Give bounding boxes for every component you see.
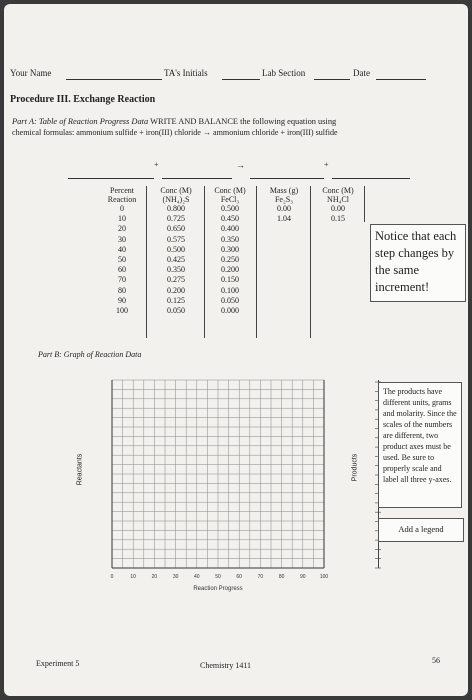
x-tick-label: 70 xyxy=(257,574,264,580)
table-cell: 0.000 xyxy=(221,306,239,316)
ta-initials-label: TA's Initials xyxy=(164,68,208,78)
table-column-fecl3 xyxy=(206,186,254,316)
procedure-title: Procedure III. Exchange Reaction xyxy=(10,94,156,105)
x-tick-label: 50 xyxy=(215,574,221,580)
x-tick-label: 100 xyxy=(319,574,329,580)
table-cell: 70 xyxy=(118,275,126,285)
table-column-nh4-2s xyxy=(150,186,202,316)
equation-plus-2: + xyxy=(324,160,329,169)
table-cell: 0.275 xyxy=(167,275,185,285)
table-cell: 0.200 xyxy=(167,285,185,295)
part-a-heading: Part A: Table of Reaction Progress Data xyxy=(12,117,149,126)
x-tick-label: 20 xyxy=(151,574,158,580)
table-divider-4 xyxy=(310,186,311,338)
table-header-cell: Conc (M) xyxy=(214,186,246,195)
table-cell: 0.050 xyxy=(221,295,239,305)
equation-blank-2[interactable] xyxy=(162,178,232,179)
table-cell: 10 xyxy=(118,214,126,224)
worksheet-page xyxy=(4,4,468,696)
table-cell: 0.250 xyxy=(221,255,239,265)
add-legend-box: Add a legend xyxy=(378,518,464,542)
table-divider-1 xyxy=(146,186,147,338)
table-cell: 90 xyxy=(118,295,126,305)
table-header-cell: Mass (g) xyxy=(269,186,299,195)
table-column-percent xyxy=(100,186,144,316)
equation-blank-1[interactable] xyxy=(68,178,154,179)
equation-plus-1: + xyxy=(154,160,159,169)
products-note-callout: The products have different units, grams and molarity. Since the scales of the numbers are different, two product axes must be used. Be sure to properly scale and label all three y-axes. xyxy=(378,382,462,508)
table-header-cell: NH₄Cl xyxy=(327,195,349,204)
table-cell: 0.500 xyxy=(221,204,239,213)
table-cell: 0.200 xyxy=(221,265,239,275)
table-cell: 0.350 xyxy=(167,265,185,275)
table-cell: 0.425 xyxy=(167,255,185,265)
table-cell: 100 xyxy=(116,306,128,316)
table-header-cell: Percent xyxy=(110,186,134,195)
table-cell: 50 xyxy=(118,255,126,265)
left-axis-label-reactants: Reactants xyxy=(76,453,84,486)
table-cell: 0.150 xyxy=(221,275,239,285)
table-divider-2 xyxy=(204,186,205,338)
table-header-cell: Reaction xyxy=(107,195,137,204)
table-header-cell: Conc (M) xyxy=(322,186,354,195)
footer-experiment: Experiment 5 xyxy=(36,659,80,668)
table-cell: 30 xyxy=(118,234,126,244)
equation-blank-4[interactable] xyxy=(332,178,410,179)
table-cell: 0.725 xyxy=(167,214,185,224)
table-divider-5 xyxy=(364,186,365,222)
table-cell: 0.400 xyxy=(221,224,239,234)
table-cell: 0.300 xyxy=(221,244,239,254)
your-name-blank[interactable] xyxy=(66,79,162,80)
table-cell: 1.04 xyxy=(277,214,291,224)
table-cell: 0.125 xyxy=(167,295,185,305)
table-column-nh4cl xyxy=(314,186,362,224)
table-divider-3 xyxy=(256,186,257,338)
date-blank[interactable] xyxy=(376,79,426,80)
table-header-cell: Fe₂S₃ xyxy=(274,195,294,204)
table-cell: 0.500 xyxy=(167,244,185,254)
table-cell: 0.00 xyxy=(331,204,345,213)
table-cell: 80 xyxy=(118,285,126,295)
notice-callout: Notice that each step changes by the same increment! xyxy=(370,224,466,302)
table-cell: 0.00 xyxy=(277,204,291,213)
table-cell: 0.575 xyxy=(167,234,185,244)
table-cell: 0.350 xyxy=(221,234,239,244)
equation-blank-3[interactable] xyxy=(250,178,324,179)
date-label: Date xyxy=(353,68,370,78)
footer-page-number: 56 xyxy=(432,656,440,665)
lab-section-label: Lab Section xyxy=(262,68,306,78)
x-tick-label: 30 xyxy=(172,574,179,580)
table-cell: 0.650 xyxy=(167,224,185,234)
table-header-cell: (NH₄)₂S xyxy=(162,195,190,204)
table-cell: 0.15 xyxy=(331,214,345,224)
equation-arrow: → xyxy=(236,160,245,170)
graph-grid xyxy=(112,380,324,568)
table-cell: 0.800 xyxy=(167,204,185,213)
x-tick-label: 0 xyxy=(110,574,114,580)
reaction-graph[interactable] xyxy=(84,376,346,598)
x-tick-labels xyxy=(111,574,329,580)
x-axis-label: Reaction Progress xyxy=(193,586,243,592)
right-axis-label-products: Products xyxy=(351,453,359,482)
x-tick-label: 10 xyxy=(130,574,136,580)
table-cell: 0 xyxy=(120,204,124,213)
part-a-instruction-line1 xyxy=(12,117,336,126)
table-header-cell: FeCl₃ xyxy=(220,195,240,204)
x-tick-label: 60 xyxy=(236,574,242,580)
your-name-label: Your Name xyxy=(10,68,52,78)
part-b-heading: Part B: Graph of Reaction Data xyxy=(38,350,142,359)
x-tick-label: 90 xyxy=(300,574,306,580)
table-column-fe2s3 xyxy=(260,186,308,224)
x-tick-label: 80 xyxy=(278,574,285,580)
table-cell: 60 xyxy=(118,265,126,275)
x-tick-label: 40 xyxy=(194,574,200,580)
part-a-instruction-line2: chemical formulas: ammonium sulfide + iron(III) chloride → ammonium chloride + iron(III) sulfide xyxy=(12,128,338,137)
part-a-instruction-text: WRITE AND BALANCE the following equation using xyxy=(148,117,337,126)
table-cell: 20 xyxy=(118,224,126,234)
footer-course: Chemistry 1411 xyxy=(200,661,252,670)
table-cell: 40 xyxy=(118,244,126,254)
table-cell: 0.100 xyxy=(221,285,239,295)
table-cell: 0.050 xyxy=(167,306,185,316)
lab-section-blank[interactable] xyxy=(314,79,350,80)
table-header-cell: Conc (M) xyxy=(160,186,192,195)
table-cell: 0.450 xyxy=(221,214,239,224)
ta-initials-blank[interactable] xyxy=(222,79,260,80)
